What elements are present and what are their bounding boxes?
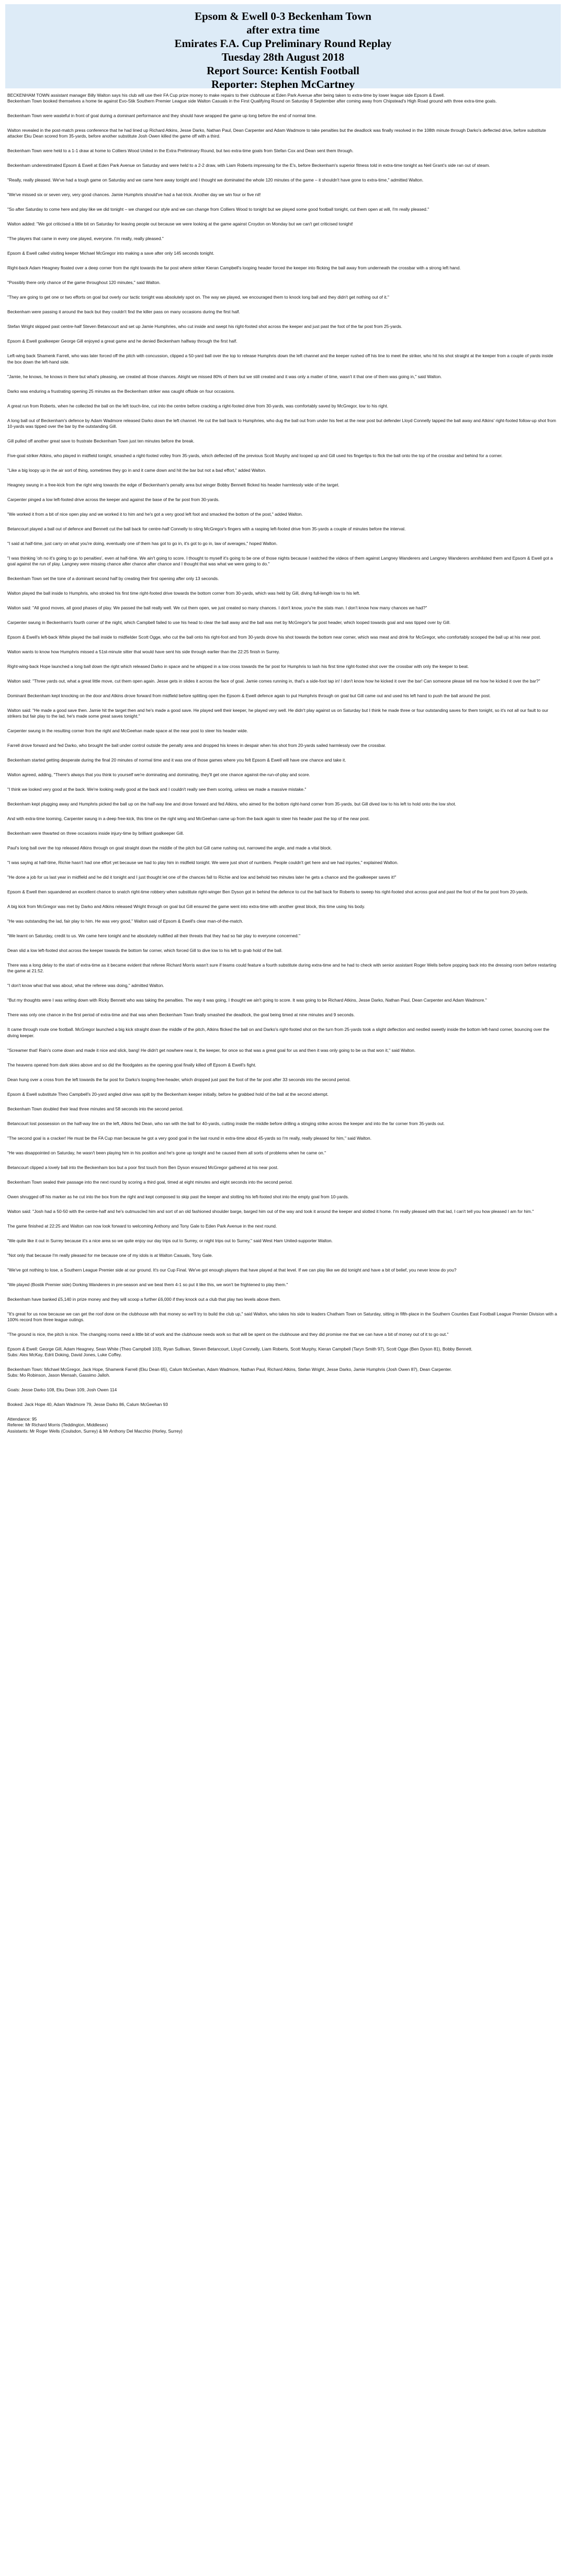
report-paragraph: And with extra-time looming, Carpenter swung in a deep free-kick, this time on the right wing and McGeehan came up from the back again to steer his header past the top of the near post. [7,816,370,822]
result-note: after extra time [246,24,320,36]
report-source: Report Source: Kentish Football [207,64,359,77]
report-paragraph: "The players that came in every one played, everyone. I'm really, really pleased." [7,236,164,242]
report-paragraph: Five-goal striker Atkins, who played in midfield tonight, smashed a right-footed volley from 35-yards, which deflected off the previous Scott Murphy and looped up and Gill used his fingertips to flick the ball onto the top of the crossbar and behind for a corner. [7,452,503,458]
report-paragraph: Epsom & Ewell substitute Theo Campbell's 20-yard angled drive was spilt by the Beckenham keeper initially, before he grabbed hold of the ball at the second attempt. [7,1091,329,1097]
report-paragraph: "Like a big loopy up in the air sort of thing, sometimes they go in and it came down and hit the bar but not a bad effort," added Walton. [7,467,266,473]
lineup-beckenham: Beckenham Town: Michael McGregor, Jack Hope, Shamenk Farrell (Eku Dean 65), Calum McGeehan, Adam Wadmore, Nathan Paul, Richard Atkins, Stefan Wright, Jesse Darko, Jamie Humphris (Josh Owen 87), Dean Carpenter. [7,1367,452,1372]
bookings: Booked: Jack Hope 40, Adam Wadmore 79, Jesse Darko 86, Calum McGeehan 93 [7,1402,168,1408]
report-paragraph: The game finished at 22:25 and Walton can now look forward to welcoming Anthony and Tony Gale to Eden Park Avenue in the next round. [7,1223,277,1229]
report-paragraph: "We worked it from a bit of nice open play and we worked it to him and he's got a very good left foot and smacked the bottom of the post," added Walton. [7,511,303,517]
report-paragraph: "Jamie, he knows, he knows in there but what's pleasing, we created all those chances. Alright we missed 80% of them but we still created and it was only a matter of time, wasn't it that one of them was going in," said Walton. [7,373,442,379]
referee: Referee: Mr Richard Morris (Teddington, Middlesex) [7,1422,108,1428]
report-paragraph: "Really, really pleased. We've had a tough game on Saturday and we came here away tonight and I thought we dominated the whole 120 minutes of the game – it shouldn't have gone to extra-time," admitted Walton. [7,177,424,183]
report-paragraph: BECKENHAM TOWN assistant manager Billy Walton says his club will use their FA Cup prize money to make repairs to their clubhouse at Eden Park Avenue after being taken to extra-time by lower league side Epsom & Ewell. [7,93,445,98]
report-paragraph: A big kick from McGregor was met by Darko and Atkins released Wright through on goal but Gill ensured the game went into extra-time with another great block, this time using his body. [7,904,365,910]
report-paragraph: Beckenham kept plugging away and Humphris picked the ball up on the half-way line and drove forward and fed Atkins, who aimed for the bottom right-hand corner from 35-yards, but Gill dived low to his left to hold onto the low shot. [7,801,456,807]
report-paragraph: Walton said: "Josh had a 50-50 with the centre-half and he's outmuscled him and sort of an old fashioned shoulder barge, barged him out of the way and took it around the keeper and slotted it home. I'm really pleased with that lad, I can't tell you how pleased I am for him." [7,1208,534,1214]
report-paragraph: Betancourt played a ball out of defence and Bennett cut the ball back for centre-half Connelly to sting McGregor's fingers with a rasping left-footed drive from 35-yards a couple of minutes before the interval. [7,526,406,531]
report-paragraph: Dominant Beckenham kept knocking on the door and Atkins drove forward from midfield before splitting open the Epsom & Ewell defence again to put Humphris through on goal but Gill came out and used his left hand to push the ball around the post. [7,693,491,699]
report-paragraph: Dean hung over a cross from the left towards the far post for Darko's looping free-header, which dropped just past the foot of the far post after 33 seconds into the second period. [7,1076,351,1082]
report-paragraph: A great run from Roberts, when he collected the ball on the left touch-line, cut into the centre before cracking a right-footed drive from 30-yards, was comfortably saved by McGregor, low to his right. [7,403,389,408]
report-paragraph: Darko was enduring a frustrating opening 25 minutes as the Beckenham striker was caught offside on four occasions. [7,388,235,394]
report-paragraph: Beckenham Town were wasteful in front of goal during a dominant performance and they should have wrapped the game up long before the end of normal time. [7,113,317,119]
report-paragraph: "I was thinking 'oh no it's going to go to penalties', even at half-time. We ain't going to score. I thought to myself it's going to be one of those nights because I watched the videos of them against Langney Wanderers and Langney Wanderers annihilated them and Epsom & Ewell got a goal against the run of play. Langney were missing chance after chance after chance and I thought that was what we were going to do." [7,555,553,567]
report-paragraph: Walton revealed in the post-match press conference that he had lined up Richard Atkins, Jesse Darko, Nathan Paul, Dean Carpenter and Adam Wadmore to take penalties but the deadlock was finally resolved in the 108th minute through Darko's deflected drive, before substitute attacker Eku Dean scored from 35-yards, before another substitute Josh Owen killed the game off with a third. [7,128,546,139]
report-paragraph: "Screamer that! Rain's come down and made it nice and slick, bang! He didn't get nowhere near it, the keeper, for once so that was a great goal for us and then it was only going to be us that won it," said Walton. [7,1047,416,1053]
report-paragraph: A long ball out of Beckenham's defence by Adam Wadmore released Darko down the left channel. He cut the ball back to Humphries, who dug the ball out from under his feet at the near post but defender Lloyd Connelly tapped the ball away and Atkins' right-footed follow-up shot from 10-yards was tipped over the bar by the outstanding Gill. [7,417,556,429]
assistants: Assistants: Mr Roger Wells (Coulsdon, Surrey) & Mr Anthony Del Macchio (Horley, Surrey) [7,1428,183,1434]
report-paragraph: Carpenter swung in Beckenham's fourth corner of the night, which Campbell failed to use his head to clear the ball away and the ball was met by McGregor's far post header, which looped towards goal and was tipped over by Gill. [7,620,451,626]
report-paragraph: Epsom & Ewell then squandered an excellent chance to snatch right-time robbery when substitute right-winger Ben Dyson got in behind the defence to cut the ball back for Roberts to sweep his right-footed shot across goal and past the foot of the far post from 20-yards. [7,889,528,895]
report-paragraph: Dean slid a low left-footed shot across the keeper towards the bottom far corner, which forced Gill to dive low to his left to grab hold of the ball. [7,948,283,954]
report-paragraph: "We learnt on Saturday, credit to us. We came here tonight and he absolutely nullified all their threats that they had so fair play to everyone concerned." [7,933,300,939]
goals: Goals: Jesse Darko 108, Eku Dean 109, Josh Owen 114 [7,1387,117,1393]
report-paragraph: "I was saying at half-time, Richie hasn't had one effort yet because we had to play him in midfield tonight. We were just short of numbers. People couldn't get here and we had injuries," explained Walton. [7,860,399,866]
report-paragraph: "Not only that because I'm really pleased for me because one of my idols is at Walton Casuals, Tony Gale. [7,1252,213,1258]
report-paragraph: "It's great for us now because we can get the roof done on the clubhouse with that money so we'll try to build the club up," said Walton, who takes his side to leaders Chatham Town on Saturday, sitting in fifth-place in the Southern Counties East Football League Premier Division with a 100% record from three league outings. [7,1311,557,1322]
reporter: Reporter: Stephen McCartney [211,78,355,90]
report-paragraph: Carpenter pinged a low left-footed drive across the keeper and against the base of the far post from 30-yards. [7,496,220,502]
report-paragraph: "We played (Bostik Premier side) Dorking Wanderers in pre-season and we beat them 4-1 so put it like this, we won't be frightened to play them." [7,1281,288,1287]
report-paragraph: Right-wing-back Hope launched a long ball down the right which released Darko in space and he whipped in a low cross towards the far post for Humphris to lash his first time right-footed shot over the crossbar with only the keeper to beat. [7,664,469,669]
attendance: Attendance: 95 [7,1416,37,1422]
report-body [5,88,561,2561]
report-paragraph: "I don't know what that was about, what the referee was doing," admitted Walton. [7,983,164,989]
report-paragraph: Stefan Wright skipped past centre-half Steven Betancourt and set up Jamie Humphries, who cut inside and swept his right-footed shot across the keeper and just past the foot of the far post from 25-yards. [7,324,402,330]
report-paragraph: Walton said: "Three yards out, what a great little move, cut them open again. Jesse gets in slides it across the face of goal. Jamie comes running in, that's a side-foot tap in! I don't know how he kicked it over the bar! Can someone please tell me how he kicked it over the bar?" [7,678,540,684]
report-paragraph: "So after Saturday to come here and play like we did tonight – we changed our style and we can change from Colliers Wood to tonight but we played some good football tonight, cut them open at will, I'm really pleased." [7,207,429,212]
subs-epsom: Subs: Alex McKay, Edrit Doking, David Jones, Luke Coffey. [7,1352,122,1358]
report-paragraph: "We've got nothing to lose, a Southern League Premier side at our ground. It's our Cup Final. We've got enough players that have played at that level. If we can play like we did tonight and have a bit of belief, you never know do you? [7,1267,457,1273]
report-paragraph: Paul's long ball over the top released Atkins through on goal straight down the middle of the pitch but Gill came rushing out, narrowed the angle, and made a vital block. [7,845,332,851]
report-paragraph: "He was outstanding the lad, fair play to him. He was very good," Walton said of Epsom & Ewell's clear man-of-the-match. [7,918,243,924]
report-paragraph: Beckenham Town sealed their passage into the next round by scoring a third goal, timed at eight minutes and eight seconds into the second period. [7,1179,293,1185]
report-paragraph: "We quite like it out in Surrey because it's a nice area so we quite enjoy our day trips out to Surrey, or night trips out to Surrey," said West Ham United-supporter Walton. [7,1238,333,1243]
report-paragraph: "The ground is nice, the pitch is nice. The changing rooms need a little bit of work and the clubhouse needs work so that will be spent on the clubhouse and they did promise me that we can have a bit of money out of it to go out." [7,1331,449,1337]
report-paragraph: Owen shrugged off his marker as he cut into the box from the right and kept composed to skip past the keeper and slotting his left-footed shot into the empty goal from 10-yards. [7,1194,349,1199]
report-paragraph: Beckenham underestimated Epsom & Ewell at Eden Park Avenue on Saturday and were held to a 2-2 draw, with Liam Roberts impressing for the E's, before Beckenham's superior fitness told in extra-time tonight as Neil Grant's side ran out of steam. [7,163,490,168]
match-date: Tuesday 28th August 2018 [221,51,345,63]
report-paragraph: Epsom & Ewell called visiting keeper Michael McGregor into making a save after only 145 seconds tonight. [7,251,214,256]
report-paragraph: "He done a job for us last year in midfield and he did it tonight and I just thought let one of the chances fall to Richie and low and behold two minutes later he gets a chance and the goalkeeper saves it!" [7,875,397,880]
report-paragraph: Beckenham Town set the tone of a dominant second half by creating their first opening after only 13 seconds. [7,576,219,582]
report-paragraph: The heavens opened from dark skies above and so did the floodgates as the opening goal finally killed off Epsom & Ewell's fight. [7,1062,256,1068]
report-paragraph: Carpenter swung in the resulting corner from the right and McGeehan made space at the near post to steer his header wide. [7,728,248,734]
report-paragraph: Beckenham have banked £5,140 in prize money and they will scoop a further £6,000 if they knock out a club that play two levels above them. [7,1296,281,1302]
report-paragraph: "We've missed six or seven very, very good chances. Jamie Humphris should've had a hat-trick. Another day we win four or five nil! [7,192,261,198]
report-paragraph: "But my thoughts were I was writing down with Ricky Bennett who was taking the penalties. The way it was going, I thought we ain't going to score. It was going to be Richard Atkins, Jesse Darko, Nathan Paul, Dean Carpenter and Adam Wadmore." [7,997,487,1003]
subs-beckenham: Subs: Mo Robinson, Jason Mensah, Gassimo Jalloh. [7,1372,110,1378]
report-paragraph: Heagney swung in a free-kick from the right wing towards the edge of Beckenham's penalty area but winger Bobby Bennett flicked his header harmlessly wide of the target. [7,482,339,487]
report-paragraph: There was a long delay to the start of extra-time as it became evident that referee Richard Morris wasn't sure if teams could feature a fourth substitute during extra-time and he had to check with senior assistant Roger Wells before popping back into the dressing room before restarting the game at 21:52. [7,962,557,974]
report-paragraph: Epsom & Ewell's left-back White played the ball inside to midfielder Scott Ogge, who cut the ball onto his right-foot and from 30-yards drove his shot towards the bottom near corner, which was meat and drink for McGregor, who comfortably scooped the ball up at his near post. [7,634,541,640]
report-paragraph: "Possibly there only chance of the game throughout 120 minutes," said Walton. [7,280,161,286]
report-header [5,4,561,88]
match-result: Epsom & Ewell 0-3 Beckenham Town [195,10,371,22]
report-paragraph: There was only one chance in the first period of extra-time and that was when Beckenham Town finally smashed the deadlock, the goal being timed at nine minutes and 9 seconds. [7,1012,355,1018]
report-paragraph: "He was disappointed on Saturday, he wasn't been playing him in his position and he's gone up tonight and he caused them all sorts of problems when he came on." [7,1150,326,1155]
report-paragraph: Beckenham were thwarted on three occasions inside injury-time by brilliant goalkeeper Gill. [7,831,184,836]
lineup-epsom: Epsom & Ewell: George Gill, Adam Heagney, Sean White (Theo Campbell 103), Ryan Sullivan, Steven Betancourt, Lloyd Connelly, Liam Roberts, Scott Murphy, Kieran Campbell (Taryn Smith 97), Scott Ogge (Ben Dyson 81), Bobby Bennett. [7,1346,473,1352]
report-paragraphs [7,93,559,1337]
report-paragraph: "The second goal is a cracker! He must be the FA Cup man because he got a very good goal in the last round in extra-time about 45-yards so I'm really, really pleased for him," said Walton. [7,1135,372,1141]
report-paragraph: "I said at half-time, just carry on what you're doing, eventually one of them has got to go in, it's got to go in, law of averages," hoped Walton. [7,540,278,546]
report-paragraph: Beckenham Town doubled their lead three minutes and 58 seconds into the second period. [7,1106,184,1111]
report-paragraph: Walton added: "We got criticised a little bit on Saturday for leaving people out because we were looking at the game against Croydon on Monday but we can't get criticised tonight! [7,221,353,227]
report-paragraph: Betancourt lost possession on the half-way line on the left, Atkins fed Dean, who ran with the ball for 40-yards, cutting inside the middle before drilling a stinging strike across the keeper and into the far corner from 35-yards out. [7,1120,445,1126]
report-paragraph: It came through route one football. McGregor launched a big kick straight down the middle of the pitch, Atkins flicked the ball on and Darko's right-footed shot on the turn from 25-yards took a slight deflection and nestled sweetly inside the bottom left-hand corner, bouncing over the diving keeper. [7,1027,550,1038]
report-paragraph: Beckenham Town booked themselves a home tie against Evo-Stik Southern Premier League side Walton Casuals in the First Qualifying Round on Saturday 8 September after coming away from Chipstead's High Road ground with three extra-time goals. [7,98,497,104]
report-paragraph: Right-back Adam Heagney floated over a deep corner from the right towards the far post where striker Kieran Campbell's looping header forced the keeper into flicking the ball away from underneath the crossbar with a strong left hand. [7,265,461,271]
report-paragraph: Left-wing back Shamenk Farrell, who was later forced off the pitch with concussion, clipped a 50-yard ball over the top to release Humphris down the left channel and the keeper rushed off his line to meet the striker, who hit his shot straight at the keeper from a couple of yards inside the box down the left-hand side. [7,353,553,365]
report-paragraph: "They are going to get one or two efforts on goal but overly our tactic tonight was absolutely spot on. The way we played, we encouraged them to knock long ball and they didn't get nothing out of it." [7,294,389,300]
report-paragraph: Beckenham were passing it around the back but they couldn't find the killer pass on many occasions during the first half. [7,309,240,315]
report-paragraph: Beckenham Town were held to a 1-1 draw at home to Colliers Wood United in the Extra Preliminary Round, but two extra-time goals from Stefan Cox and Dean sent them through. [7,148,354,154]
report-paragraph: Walton said: "He made a good save then. Jamie hit the target then and he's made a good save. He played well their keeper, he played very well. He didn't play against us on Saturday but I think he made three or four outstanding saves for them tonight, so it's not all our fault to our strikers but fair play to the lad, he's made some great saves tonight." [7,708,549,719]
report-paragraph: Walton agreed, adding, "There's always that you think to yourself we're dominating and dominating, they'll get one chance against-the-run-of-play and score. [7,772,310,778]
report-paragraph: "I think we looked very good at the back. We're looking really good at the back and I couldn't really see them scoring, unless we made a massive mistake." [7,787,307,792]
report-paragraph: Gill pulled off another great save to frustrate Beckenham Town just ten minutes before the break. [7,438,195,444]
report-paragraph: Walton wants to know how Humphris missed a 51st-minute sitter that would have sent his side through earlier than the 22:25 finish in Surrey. [7,649,280,655]
report-paragraph: Beckenham started getting desperate during the final 20 minutes of normal time and it was one of those games where you felt Epsom & Ewell will have one chance and take it. [7,757,346,763]
report-paragraph: Epsom & Ewell goalkeeper George Gill enjoyed a great game and he denied Beckenham halfway through the first half. [7,338,237,344]
competition: Emirates F.A. Cup Preliminary Round Replay [174,37,392,50]
report-paragraph: Walton said: "All good moves, all good phases of play. We passed the ball really well. We cut them open, we just created so many chances. I don't know, you're the stats man. I don't know how many chances we had?" [7,605,427,611]
report-paragraph: Walton played the ball inside to Humphris, who stroked his first time right-footed drive towards the bottom corner from 30-yards, which was held by Gill, diving full-length low to his left. [7,591,360,596]
report-paragraph: Farrell drove forward and fed Darko, who brought the ball under control outside the penalty area and dropped his knees in despair when his shot from 20-yards sailed harmlessly over the crossbar. [7,743,386,748]
report-paragraph: Betancourt clipped a lovely ball into the Beckenham box but a poor first touch from Ben Dyson ensured McGregor gathered at his near post. [7,1164,279,1170]
